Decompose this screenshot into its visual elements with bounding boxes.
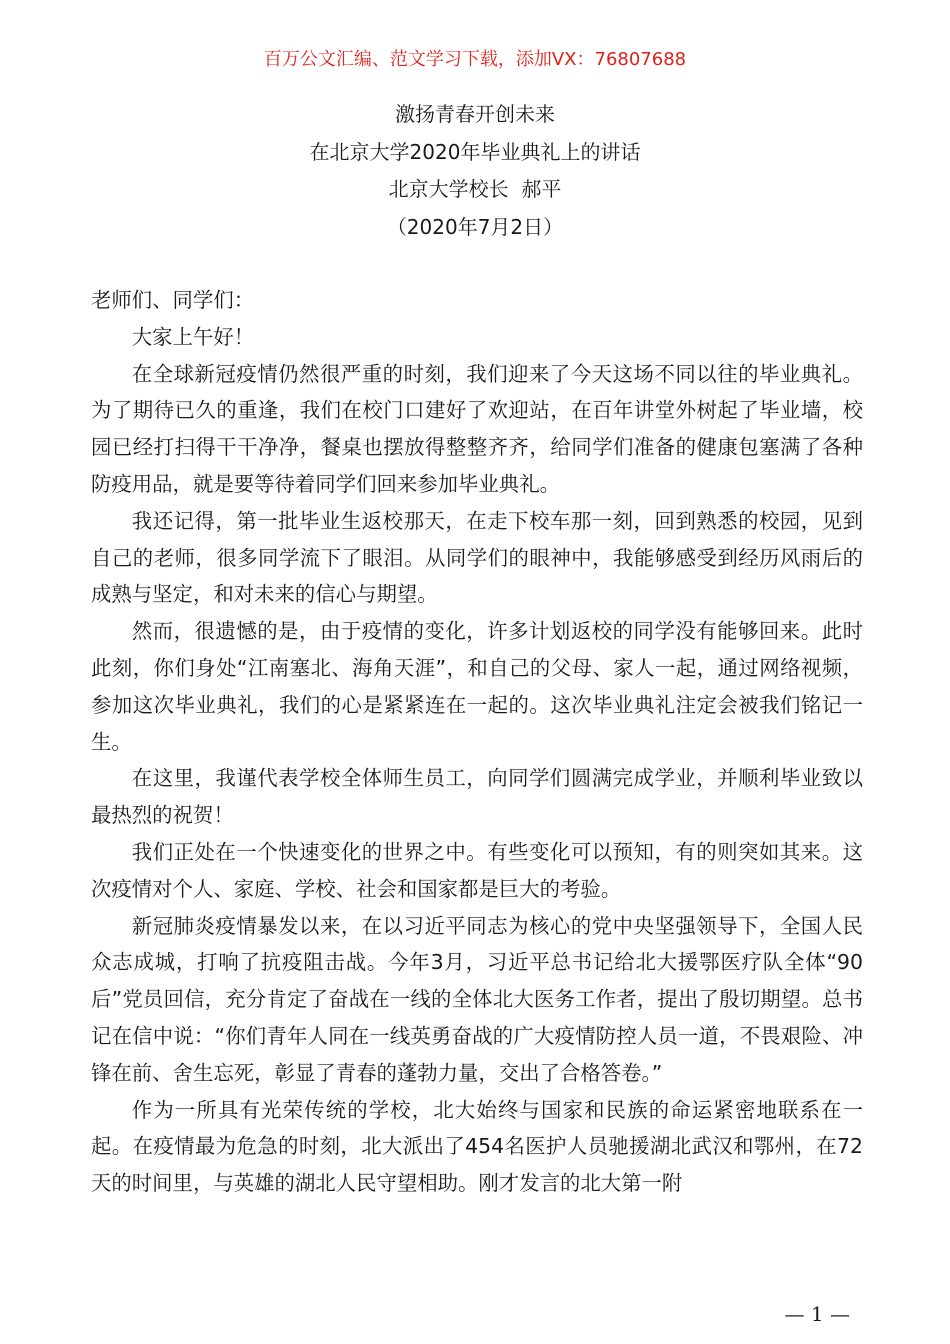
speech-body xyxy=(91,282,863,1202)
title-block xyxy=(0,96,950,246)
paragraph: 在全球新冠疫情仍然很严重的时刻，我们迎来了今天这场不同以往的毕业典礼。为了期待已久的重逢，我们在校门口建好了欢迎站，在百年讲堂外树起了毕业墙，校园已经打扫得干干净净，餐桌也摆放得整整齐齐，给同学们准备的健康包塞满了各种防疫用品，就是要等待着同学们回来参加毕业典礼。 xyxy=(91,361,863,496)
speech-subtitle: 在北京大学2020年毕业典礼上的讲话 xyxy=(309,139,641,164)
paragraph-greeting: 大家上午好！ xyxy=(131,324,255,349)
paragraph: 作为一所具有光荣传统的学校，北大始终与国家和民族的命运紧密地联系在一起。在疫情最为危急的时刻，北大派出了454名医护人员驰援湖北武汉和鄂州，在72天的时间里，与英雄的湖北人民守望相助。刚才发言的北大第一附 xyxy=(91,1097,863,1196)
speech-title: 激扬青春开创未来 xyxy=(395,102,555,126)
speaker-line: 北京大学校长 郝平 xyxy=(388,177,562,201)
paragraph: 新冠肺炎疫情暴发以来，在以习近平同志为核心的党中央坚强领导下，全国人民众志成城，打响了抗疫阻击战。今年3月，习近平总书记给北大援鄂医疗队全体“90后”党员回信，充分肯定了奋战在一线的全体北大医务工作者，提出了殷切期望。总书记在信中说：“你们青年人同在一线英勇奋战的广大疫情防控人员一道，不畏艰险、冲锋在前、舍生忘死，彰显了青春的蓬勃力量，交出了合格答卷。” xyxy=(91,913,863,1085)
promo-banner: 百万公文汇编、范文学习下载，添加VX：76807688 xyxy=(263,49,687,70)
paragraph: 在这里，我谨代表学校全体师生员工，向同学们圆满完成学业，并顺利毕业致以最热烈的祝贺！ xyxy=(91,766,863,828)
page-number: — 1 — xyxy=(784,1302,850,1326)
speech-date: （2020年7月2日） xyxy=(386,214,564,239)
paragraph: 然而，很遗憾的是，由于疫情的变化，许多计划返校的同学没有能够回来。此时此刻，你们身处“江南塞北、海角天涯”，和自己的父母、家人一起，通过网络视频，参加这次毕业典礼，我们的心是紧紧连在一起的。这次毕业典礼注定会被我们铭记一生。 xyxy=(91,619,863,754)
salutation: 老师们、同学们： xyxy=(91,288,255,312)
paragraph: 我们正处在一个快速变化的世界之中。有些变化可以预知，有的则突如其来。这次疫情对个人、家庭、学校、社会和国家都是巨大的考验。 xyxy=(91,839,863,901)
paragraph: 我还记得，第一批毕业生返校那天，在走下校车那一刻，回到熟悉的校园，见到自己的老师，很多同学流下了眼泪。从同学们的眼神中，我能够感受到经历风雨后的成熟与坚定，和对未来的信心与期望。 xyxy=(91,508,863,607)
